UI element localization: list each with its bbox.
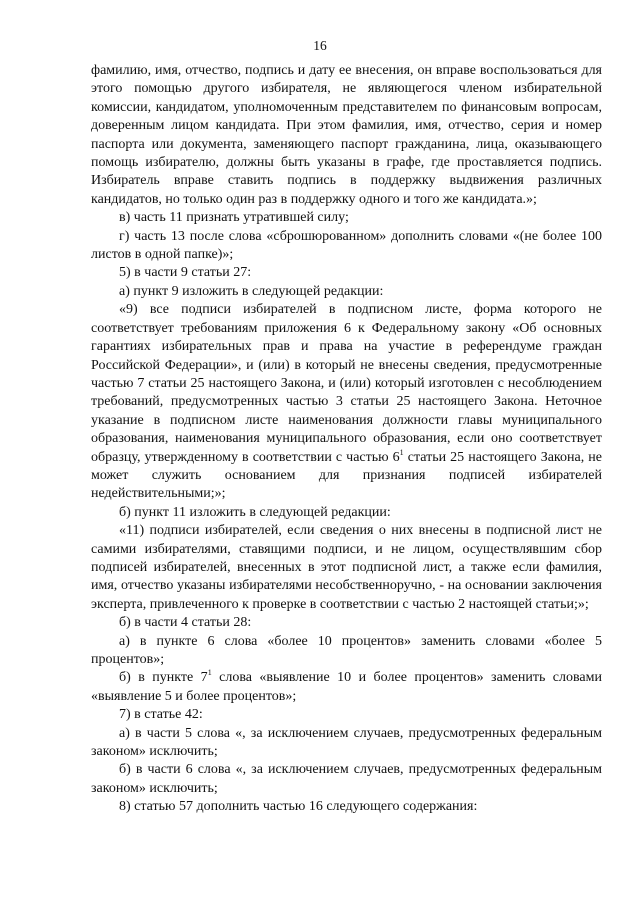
paragraph: в) часть 11 признать утратившей силу; — [119, 210, 349, 226]
paragraph: фамилию, имя, отчество, подпись и дату ее внесения, он вправе воспользоваться для этого помощью другого избирателя, не являющегося членом избирательной комиссии, кандидатом, уполномоченным представителем по финансовым вопросам, доверенным лицом кандидата. При этом фамилия, имя, отчество, серия и номер паспорта или документа, заменяющего паспорт гражданина, лица, оказывающего помощь избирателю, должны быть указаны в графе, где проставляется подпись. Избиратель вправе ставить подпись в поддержку выдвижения различных кандидатов, но только один раз в поддержку одного и того же кандидата.»; — [91, 63, 602, 207]
paragraph: «9) все подписи избирателей в подписном листе, форма которого не соответствует требованиям приложения 6 к Федеральному закону «Об основных гарантиях избирательных прав и права на участие в референдуме граждан Российской Федерации», и (или) в который не внесены сведения, предусмотренные частью 7 статьи 25 настоящего Закона, и (или) который изготовлен с несоблюдением требований, предусмотренных частью 3 статьи 25 настоящего Закона. Неточное указание в подписном листе наименования должности главы муниципального образования, наименования муниципального образования, если оно соответствует образцу, утвержденному в соответствии с частью $6^1$ статьи 25 настоящего Закона, не может служить основанием для признания подписей избирателей недействительными;»; — [91, 302, 602, 502]
paragraph: а) пункт 9 изложить в следующей редакции: — [119, 283, 384, 299]
paragraph: б) в части 4 статьи 28: — [119, 615, 252, 631]
page-number: 16 — [313, 38, 327, 53]
paragraph: 7) в статье 42: — [119, 707, 203, 723]
paragraph: г) часть 13 после слова «сброшюрованном» дополнить словами «(не более 100 листов в одной папке)»; — [91, 228, 602, 263]
paragraph: б) пункт 11 изложить в следующей редакции: — [119, 504, 391, 520]
paragraph: 5) в части 9 статьи 27: — [119, 265, 252, 281]
superscript: 1 — [399, 447, 404, 457]
paragraph: а) в части 5 слова «, за исключением случаев, предусмотренных федеральным законом» исключить; — [91, 725, 602, 760]
document-body — [91, 62, 602, 817]
superscript: 1 — [207, 668, 212, 678]
paragraph: б) в пункте $7^1$ слова «выявление 10 и более процентов» заменить словами «выявление 5 и более процентов»; — [91, 668, 602, 704]
paragraph: а) в пункте 6 слова «более 10 процентов» заменить словами «более 5 процентов»; — [91, 633, 602, 667]
paragraph: 8) статью 57 дополнить частью 16 следующего содержания: — [119, 799, 478, 815]
paragraph: «11) подписи избирателей, если сведения о них внесены в подписной лист не самими избирателями, ставящими подписи, и не лицом, осуществлявшим сбор подписей избирателей, внесенных в этот подписной лист, а также если фамилия, имя, отчество указаны избирателями несобственноручно, - на основании заключения эксперта, привлеченного к проверке в соответствии с частью 2 настоящей статьи;»; — [91, 523, 602, 612]
paragraph: б) в части 6 слова «, за исключением случаев, предусмотренных федеральным законом» исключить; — [91, 762, 602, 796]
